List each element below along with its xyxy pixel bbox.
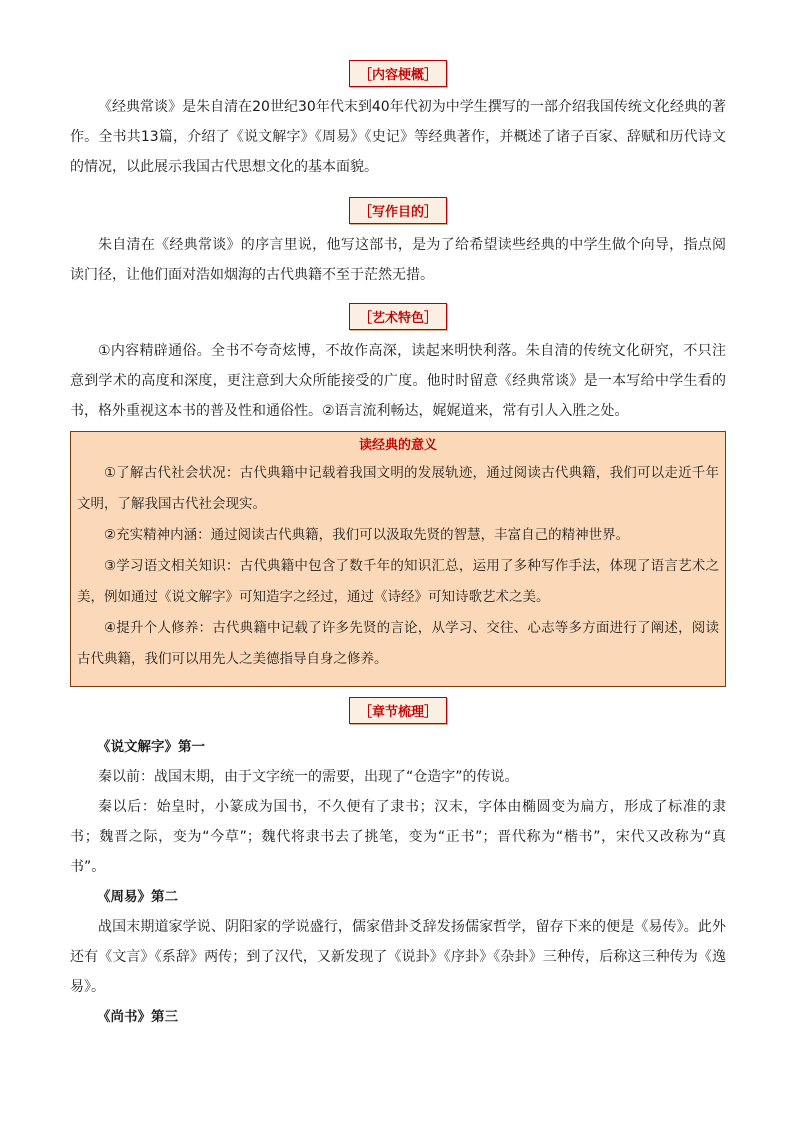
meaning-item-3: ③学习语文相关知识：古代典籍中包含了数千年的知识汇总，运用了多种写作手法，体现了语言艺术之美，例如通过《说文解字》可知造字之经过，通过《诗经》可知诗歌艺术之美。 bbox=[77, 558, 719, 605]
chapter-1-paragraph-2: 秦以后：始皇时，小篆成为国书，不久便有了隶书；汉末，字体由椭圆变为扁方，形成了标准的隶书；魏晋之际，变为“今草”；魏代将隶书去了挑笔，变为“正书”；晋代称为“楷书”，宋代又改称为“真书”。 bbox=[70, 799, 726, 875]
purpose-paragraph: 朱自清在《经典常谈》的序言里说，他写这部书，是为了给希望读些经典的中学生做个向导，指点阅读门径，让他们面对浩如烟海的古代典籍不至于茫然无措。 bbox=[70, 237, 726, 283]
chapter-2-paragraph-1: 战国末期道家学说、阴阳家的学说盛行，儒家借卦爻辞发扬儒家哲学，留存下来的便是《易传》。此外还有《文言》《系辞》两传；到了汉代，又新发现了《说卦》《序卦》《杂卦》三种传，后称这三种传为《逸易》。 bbox=[70, 919, 726, 995]
section-tag-chapters: ［章节梳理］ bbox=[349, 697, 447, 724]
chapter-title-2: 《周易》第二 bbox=[97, 889, 178, 905]
meaning-box-title: 读经典的意义 bbox=[358, 438, 437, 453]
chapters-body bbox=[70, 732, 726, 1032]
art-paragraph: ①内容精辟通俗。全书不夸奇炫博，不故作高深，读起来明快利落。朱自清的传统文化研究，不只注意到学术的高度和深度，更注意到大众所能接受的广度。他时时留意《经典常谈》是一本写给中学生看的书，格外重视这本书的普及性和通俗性。②语言流利畅达，娓娓道来，常有引人入胜之处。 bbox=[70, 343, 726, 419]
meaning-item-1: ①了解古代社会状况：古代典籍中记载着我国文明的发展轨迹，通过阅读古代典籍，我们可以走近千年文明，了解我国古代社会现实。 bbox=[77, 465, 719, 512]
meaning-box bbox=[70, 431, 726, 687]
overview-paragraph: 《经典常谈》是朱自清在20世纪30年代末到40年代初为中学生撰写的一部介绍我国传统文化经典的著作。全书共13篇，介绍了《说文解字》《周易》《史记》等经典著作，并概述了诸子百家、辞赋和历代诗文的情况，以此展示我国古代思想文化的基本面貌。 bbox=[70, 99, 726, 175]
overview-section bbox=[70, 60, 726, 87]
meaning-item-2: ②充实精神内涵：通过阅读古代典籍，我们可以汲取先贤的智慧，丰富自己的精神世界。 bbox=[104, 527, 630, 543]
chapter-title-3: 《尚书》第三 bbox=[97, 1009, 178, 1025]
art-section bbox=[70, 303, 726, 330]
section-tag-overview: ［内容梗概］ bbox=[349, 60, 447, 87]
chapter-title-1: 《说文解字》第一 bbox=[97, 739, 205, 755]
section-tag-purpose: ［写作目的］ bbox=[349, 197, 447, 224]
purpose-section bbox=[70, 197, 726, 224]
chapter-1-paragraph-1: 秦以前：战国末期，由于文字统一的需要，出现了“仓造字”的传说。 bbox=[98, 769, 519, 785]
section-tag-art: ［艺术特色］ bbox=[349, 303, 447, 330]
meaning-item-4: ④提升个人修养：古代典籍中记载了许多先贤的言论，从学习、交往、心志等多方面进行了阐述，阅读古代典籍，我们可以用先人之美德指导自身之修养。 bbox=[77, 620, 719, 667]
chapters-section bbox=[70, 697, 726, 724]
